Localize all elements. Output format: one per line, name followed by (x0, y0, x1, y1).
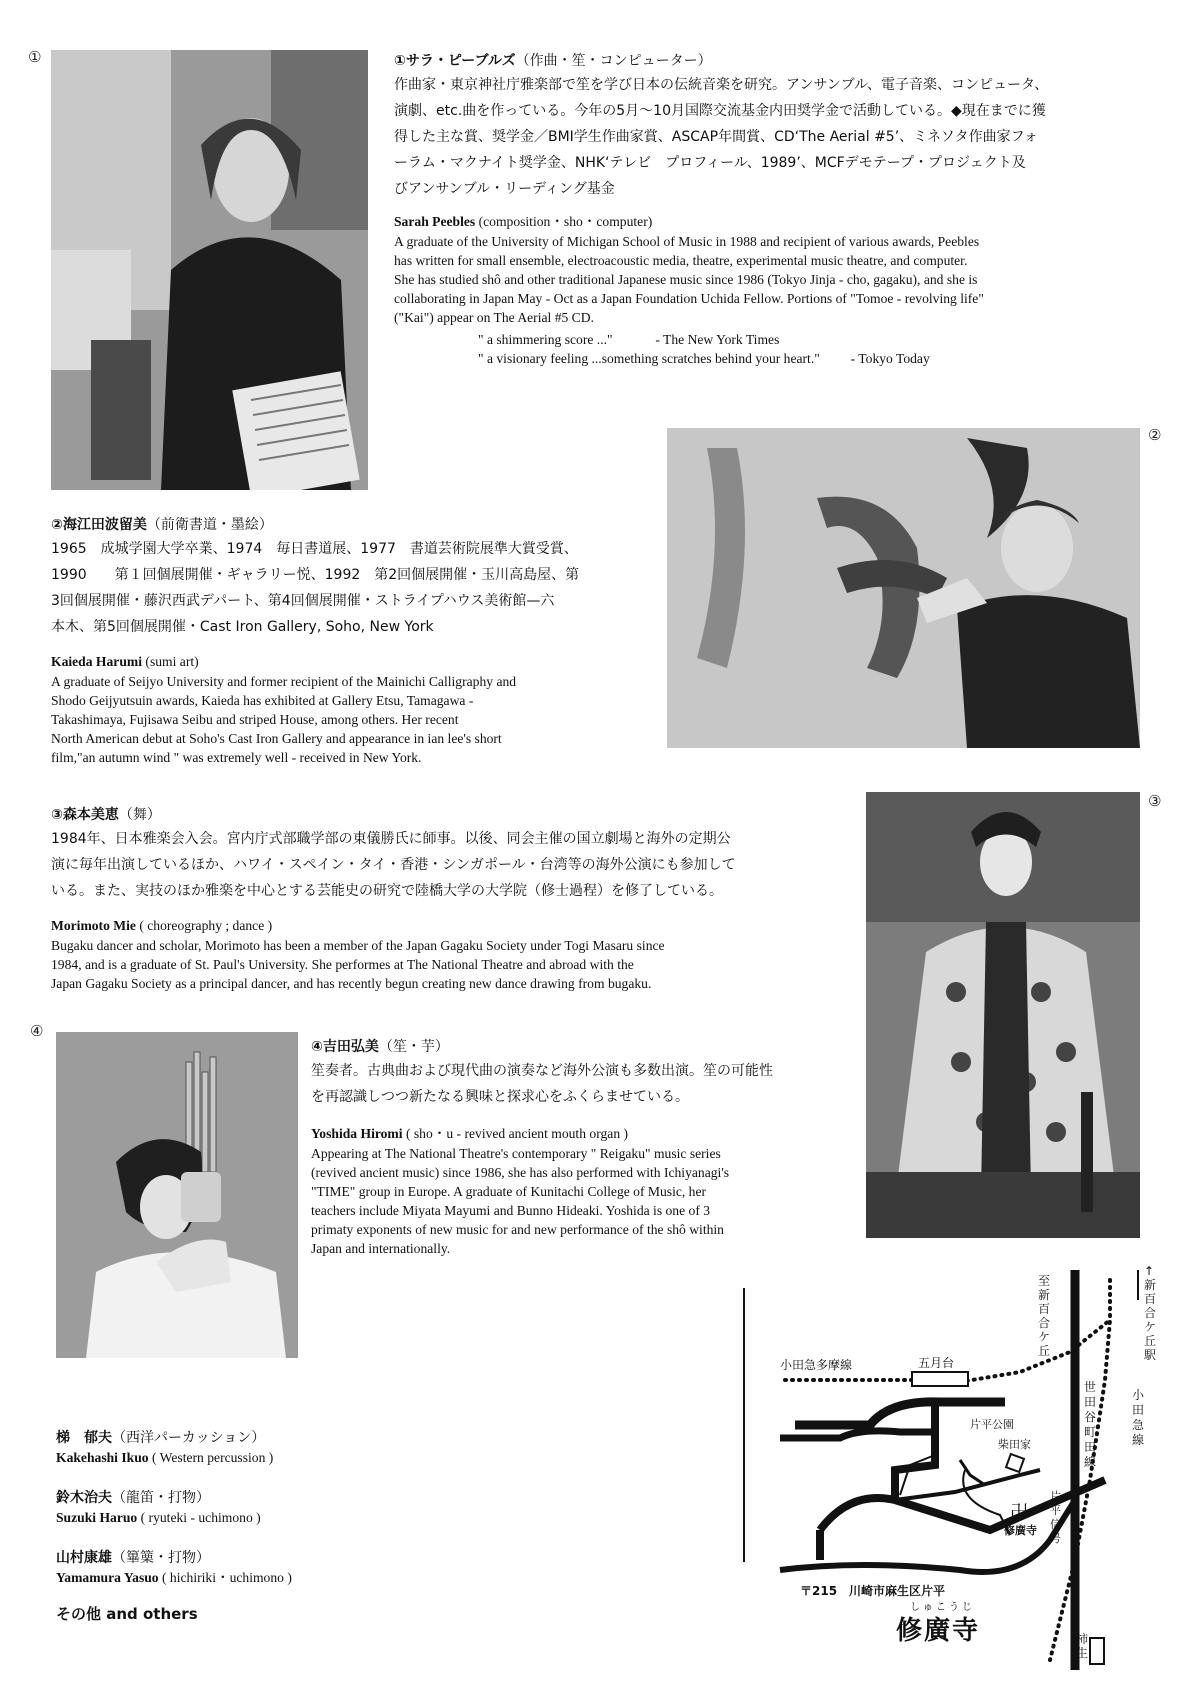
yoshida-en-name: Yoshida Hiromi (311, 1126, 403, 1141)
yoshida-en-bio (311, 1144, 851, 1258)
morimoto-en-line: Bugaku dancer and scholar, Morimoto has been a member of the Japan Gagaku Society under Togi Masaru since (51, 938, 665, 953)
label-setagaya-line: 世田谷町田線 (1084, 1380, 1097, 1469)
kaieda-en-line: film,"an autumn wind " was extremely well - received in New York. (51, 750, 422, 765)
label-shibata-house: 柴田家 (998, 1438, 1031, 1451)
marker-2: ② (1148, 426, 1162, 444)
label-temple-small: 修廣寺 (1004, 1524, 1037, 1537)
kaieda-en-line: A graduate of Seijyo University and former recipient of the Mainichi Calligraphy and (51, 674, 517, 689)
yoshida-en-line: Japan and internationally. (311, 1241, 451, 1256)
peebles-jp-role: （作曲・笙・コンピューター） (515, 53, 712, 69)
peebles-jp-line: 演劇、etc.曲を作っている。今年の5月〜10月国際交流基金内田奨学金で活動している。◆現在までに獲 (394, 103, 1046, 119)
kaieda-en-line: Takashimaya, Fujisawa Seibu and striped House, among others. Her recent (51, 712, 459, 727)
yoshida-jp-role: （笙・芋） (378, 1039, 449, 1055)
credit-suzuki (56, 1488, 656, 1527)
peebles-en-line: A graduate of the University of Michigan School of Music in 1988 and recipient of various awards, Peebles (394, 234, 980, 249)
peebles-jp-line: 作曲家・東京神社庁雅楽部で笙を学び日本の伝統音楽を研究。アンサンブル、電子音楽、コンピュータ、 (394, 77, 1049, 93)
credit-en-role: ( Western percussion ) (151, 1450, 274, 1465)
morimoto-jp-name: ③森本美恵 (51, 807, 119, 823)
quote-nyt-source: - The New York Times (655, 332, 780, 347)
marker-1: ① (28, 48, 42, 66)
kaieda-en-role: (sumi art) (145, 654, 199, 669)
peebles-jp-line: 得した主な賞、奨学金／BMI学生作曲家賞、ASCAP年間賞、CD‘The Aerial #5’、ミネソタ作曲家フォ (394, 129, 1038, 145)
kaieda-jp-line: 3回個展開催・藤沢西武デパート、第4回個展開催・ストライプハウス美術館—六 (51, 593, 555, 609)
access-map (760, 1260, 1170, 1670)
quote-tokyo-text: " a visionary feeling ...something scratches behind your heart." (478, 351, 820, 366)
quote-tokyo-source: - Tokyo Today (850, 351, 930, 366)
kaieda-jp-line: 1990 第１回個展開催・ギャラリー悦、1992 第2回個展開催・玉川高島屋、第 (51, 567, 580, 583)
peebles-en-line: collaborating in Japan May - Oct as a Japan Foundation Uchida Fellow. Portions of "Tomoe - revolving life" (394, 291, 984, 306)
credit-jp-name: 梯 郁夫 (56, 1430, 112, 1446)
peebles-en-line: ("Kai") appear on The Aerial #5 CD. (394, 310, 594, 325)
credit-yamamura (56, 1548, 656, 1587)
peebles-en-role: (composition・sho・computer) (478, 214, 653, 229)
others-label: その他 and others (56, 1605, 198, 1623)
credit-en-name: Kakehashi Ikuo (56, 1450, 149, 1465)
kaieda-en-line: North American debut at Soho's Cast Iron Gallery and appearance in ian lee's short (51, 731, 502, 746)
photo-yoshida-hiromi (56, 1032, 298, 1358)
kaieda-jp-role: （前衛書道・墨絵） (146, 517, 273, 533)
yoshida-en-line: "TIME" group in Europe. A graduate of Kunitachi College of Music, her (311, 1184, 707, 1199)
morimoto-en-bio (51, 936, 831, 993)
yoshida-en-role: ( sho・u - revived ancient mouth organ ) (405, 1126, 629, 1141)
yoshida-jp-line: 笙奏者。古典曲および現代曲の演奏など海外公演も多数出演。笙の可能性 (311, 1063, 773, 1079)
label-katahira-park: 片平公園 (970, 1418, 1014, 1431)
temple-name: 修廣寺 (896, 1616, 981, 1646)
peebles-en-line: has written for small ensemble, electroacoustic media, theatre, experimental music theatre, and computer. (394, 253, 968, 268)
label-kakio: 柿生 (1076, 1632, 1089, 1660)
yoshida-en-line: (revived ancient music) since 1986, she has also performed with Ichiyanagi's (311, 1165, 730, 1180)
morimoto-en-line: Japan Gagaku Society as a principal dancer, and has recently begun creating new dance drawing from bugaku. (51, 976, 652, 991)
peebles-jp-line: ーラム・マクナイト奨学金、NHK‘テレビ プロフィール、1989’、MCFデモテープ・プロジェクト及 (394, 155, 1026, 171)
quote-tokyo-today (478, 349, 1118, 368)
kaieda-jp-line: 1965 成城学園大学卒業、1974 毎日書道展、1977 書道芸術院展準大賞受賞、 (51, 541, 578, 557)
kaieda-en-line: Shodo Geijyutsuin awards, Kaieda has exhibited at Gallery Etsu, Tamagawa - (51, 693, 474, 708)
yoshida-jp-bio (311, 1058, 871, 1110)
credit-jp-name: 山村康雄 (56, 1550, 112, 1566)
peebles-jp-bio (394, 72, 1174, 202)
credit-jp-role: （篳篥・打物） (112, 1550, 210, 1566)
kaieda-en-bio (51, 672, 651, 767)
photo-morimoto-mie (866, 792, 1140, 1238)
marker-4: ④ (30, 1022, 44, 1040)
temple-symbol-icon: 卍 (1010, 1502, 1028, 1523)
label-satsukidai: 五月台 (918, 1356, 955, 1370)
label-shinyurigaoka-station: ↑新百合ケ丘駅 (1144, 1264, 1157, 1362)
label-katahira-signal: 片平信号 (1050, 1490, 1061, 1545)
yoshida-jp-name: ④吉田弘美 (311, 1039, 379, 1055)
credit-jp-role: （龍笛・打物） (112, 1490, 210, 1506)
kaieda-jp-line: 本木、第5回個展開催・Cast Iron Gallery, Soho, New York (51, 619, 434, 635)
label-odakyu-line: 小田急線 (1132, 1388, 1145, 1447)
morimoto-en-name: Morimoto Mie (51, 918, 136, 933)
odakyu-main-line (1050, 1280, 1110, 1660)
yoshida-en-line: teachers include Miyata Mayumi and Bunno Hideaki. Yoshida is one of 3 (311, 1203, 711, 1218)
credit-jp-role: （西洋パーカッション） (112, 1430, 266, 1446)
photo-sarah-peebles (51, 50, 368, 490)
map-address: 〒215 川崎市麻生区片平 (800, 1584, 946, 1598)
morimoto-jp-line: 演に毎年出演しているほか、ハワイ・スペイン・タイ・香港・シンガポール・台湾等の海外公演にも参加して (51, 857, 736, 873)
morimoto-en-role: ( choreography ; dance ) (139, 918, 273, 933)
divider-line (743, 1288, 745, 1562)
morimoto-jp-bio (51, 826, 851, 904)
peebles-jp-line: びアンサンブル・リーディング基金 (394, 181, 615, 197)
peebles-jp-name: ①サラ・ピーブルズ (394, 53, 516, 69)
yoshida-en-line: primaty exponents of new music for and new performance of the shô within (311, 1222, 724, 1237)
marker-3: ③ (1148, 792, 1162, 810)
morimoto-jp-line: 1984年、日本雅楽会入会。宮内庁式部職学部の東儀勝氏に師事。以後、同会主催の国立劇場と海外の定期公 (51, 831, 731, 847)
credit-en-name: Yamamura Yasuo (56, 1570, 159, 1585)
credit-jp-name: 鈴木治夫 (56, 1490, 112, 1506)
photo-kaieda-harumi (667, 428, 1140, 748)
credit-en-role: ( hichiriki・uchimono ) (162, 1570, 292, 1585)
kaieda-jp-name: ②海江田波留美 (51, 517, 147, 533)
kaieda-jp-bio (51, 536, 661, 640)
morimoto-jp-role: （舞） (118, 807, 161, 823)
kaieda-en-name: Kaieda Harumi (51, 654, 143, 669)
peebles-en-line: She has studied shô and other traditional Japanese music since 1986 (Tokyo Jinja - cho, gagaku), and she is (394, 272, 978, 287)
morimoto-jp-line: いる。また、実技のほか雅楽を中心とする芸能史の研究で陸橋大学の大学院（修士過程）を修了している。 (51, 883, 723, 899)
yoshida-en-line: Appearing at The National Theatre's contemporary " Reigaku" music series (311, 1146, 721, 1161)
morimoto-en-line: 1984, and is a graduate of St. Paul's University. She performes at The National Theatre and abroad with the (51, 957, 634, 972)
label-to-shinyurigaoka: 至新百合ケ丘 (1038, 1274, 1051, 1358)
peebles-en-name: Sarah Peebles (394, 214, 476, 229)
quote-nyt (478, 330, 1078, 349)
label-odakyu-tama: 小田急多摩線 (780, 1358, 853, 1372)
temple-ruby: しゅこうじ (910, 1602, 975, 1613)
credit-kakehashi (56, 1428, 656, 1467)
yoshida-jp-line: を再認識しつつ新たなる興味と探求心をふくらませている。 (311, 1089, 689, 1105)
credit-en-name: Suzuki Haruo (56, 1510, 138, 1525)
quote-nyt-text: " a shimmering score ..." (478, 332, 613, 347)
credit-en-role: ( ryuteki - uchimono ) (140, 1510, 261, 1525)
peebles-en-bio (394, 232, 1139, 327)
